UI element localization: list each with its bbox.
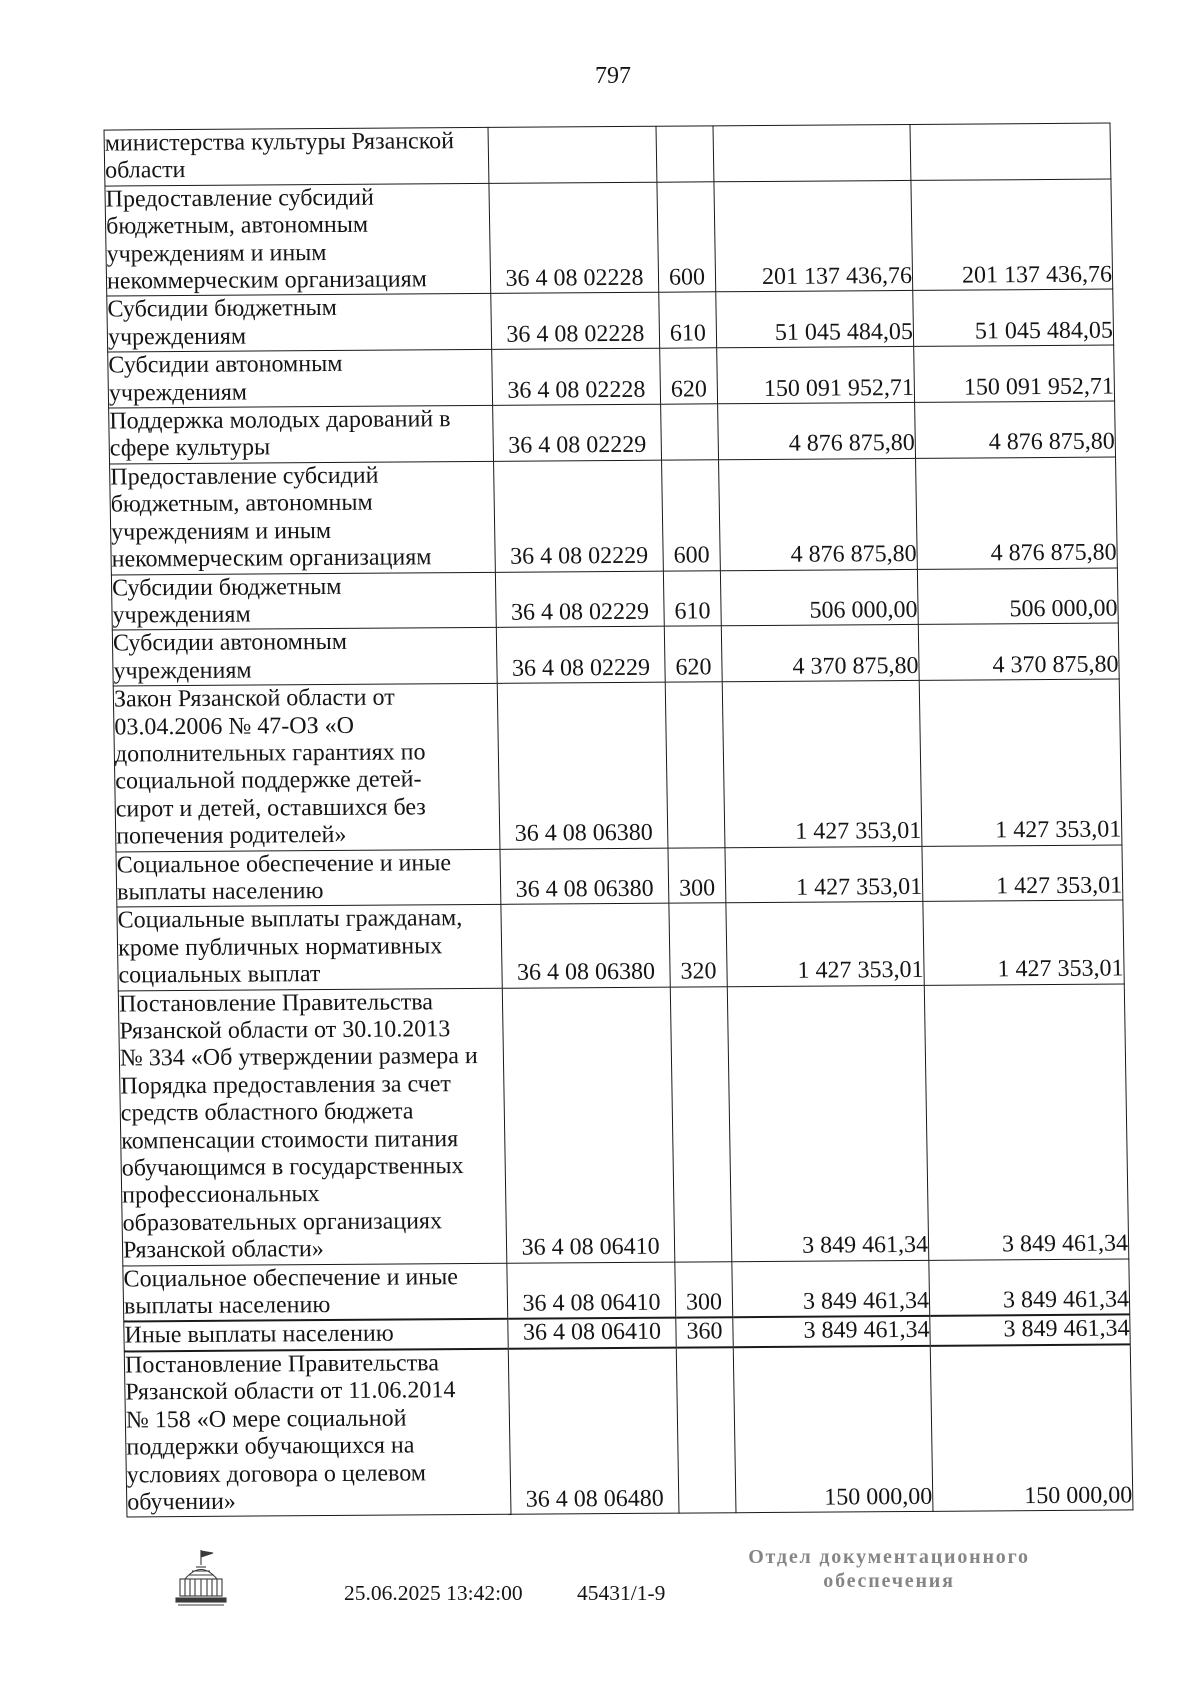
expense-name-line: сфере культуры	[109, 434, 271, 463]
expense-type-cell: 600	[662, 460, 721, 571]
target-article-cell: 36 4 08 02228	[491, 293, 660, 350]
expense-name-line: учреждениям	[113, 657, 252, 685]
expense-name-line: Предоставление субсидий	[105, 184, 375, 213]
amount-cell-second: 3 849 461,34	[930, 1315, 1130, 1346]
table-row	[117, 900, 1124, 990]
expense-name-line: Рязанской области от 11.06.2014	[125, 1377, 456, 1406]
expense-name-line: Социальное обеспечение и иные	[116, 849, 452, 879]
stamp-line-2: обеспечения	[823, 1570, 955, 1592]
target-article-cell: 36 4 08 06410	[507, 1262, 676, 1319]
table-row	[107, 289, 1114, 352]
page-number: 797	[595, 63, 631, 89]
amount-cell-second: 1 427 353,01	[922, 845, 1123, 902]
target-article-cell: 36 4 08 06410	[502, 987, 675, 1263]
budget-table	[104, 123, 1134, 1518]
expense-type-cell: 600	[657, 182, 716, 293]
expense-name-cell	[111, 572, 496, 630]
expense-name-line: 03.04.2006 № 47-ОЗ «О	[114, 712, 355, 741]
table-row	[109, 401, 1116, 464]
expense-type-cell	[665, 682, 725, 848]
expense-name-cell	[107, 294, 492, 352]
expense-type-cell	[656, 126, 714, 182]
expense-name-line: выплаты населению	[123, 1292, 331, 1320]
expense-name-line: сирот и детей, оставшихся без	[115, 794, 427, 823]
expense-name-line: попечения родителей»	[116, 822, 347, 850]
signature-datetime: 25.06.2025 13:42:00	[344, 1581, 523, 1605]
expense-name-cell	[105, 183, 491, 296]
amount-cell-second: 3 849 461,34	[924, 984, 1129, 1260]
expense-name-line: Рязанской области от 30.10.2013	[119, 1016, 451, 1045]
expense-name-line: Социальные выплаты гражданам,	[117, 905, 463, 934]
expense-name-cell	[109, 405, 494, 463]
expense-name-line: бюджетным, автономным	[105, 211, 369, 240]
amount-cell-first: 3 849 461,34	[727, 985, 929, 1261]
expense-name-line: Субсидии автономным	[108, 351, 343, 379]
expense-name-line: Поддержка молодых дарований в	[109, 406, 451, 435]
amount-cell-second	[910, 123, 1111, 180]
expense-name-line: поддержки обучающихся на	[126, 1432, 415, 1461]
expense-name-cell	[118, 988, 507, 1266]
table-row	[123, 1259, 1130, 1322]
expense-name-line: компенсации стоимости питания	[121, 1125, 459, 1155]
amount-cell-second: 201 137 436,76	[911, 179, 1113, 291]
target-article-cell: 36 4 08 06380	[500, 848, 669, 905]
amount-cell-first: 4 876 875,80	[718, 402, 916, 459]
expense-name-cell	[116, 849, 501, 907]
expense-name-line: Социальное обеспечение и иные	[123, 1263, 459, 1293]
table-row	[113, 679, 1122, 851]
target-article-cell: 36 4 08 06410	[508, 1318, 676, 1349]
expense-type-cell: 360	[676, 1318, 733, 1348]
target-article-cell: 36 4 08 06380	[501, 904, 670, 988]
expense-name-line: Субсидии бюджетным	[111, 573, 342, 602]
expense-name-cell	[110, 461, 496, 574]
expense-type-cell	[661, 404, 719, 460]
amount-cell-first: 150 091 952,71	[717, 347, 915, 404]
expense-name-line: бюджетным, автономным	[110, 489, 373, 518]
amount-cell-second: 1 427 353,01	[919, 679, 1122, 846]
department-stamp	[729, 1545, 1049, 1593]
expense-name-line: Субсидии бюджетным	[107, 295, 338, 323]
table-row	[110, 457, 1118, 575]
expense-name-line: условиях договора о целевом	[126, 1459, 427, 1488]
expense-name-line: Постановление Правительства	[118, 988, 434, 1018]
expense-name-line: № 334 «Об утверждении размера и	[119, 1043, 479, 1072]
target-article-cell: 36 4 08 06380	[497, 682, 668, 849]
expense-name-cell	[112, 628, 497, 686]
amount-cell-second: 150 091 952,71	[914, 345, 1115, 402]
table-row	[104, 123, 1111, 186]
expense-name-line: учреждениям и иным	[106, 239, 327, 268]
expense-name-line: Иные выплаты населению	[124, 1321, 394, 1349]
expense-type-cell: 610	[663, 570, 721, 626]
expense-type-cell	[670, 986, 732, 1261]
budget-table-body	[104, 123, 1133, 1517]
expense-type-cell: 300	[675, 1261, 733, 1318]
archive-logo-icon	[172, 1548, 230, 1608]
expense-name-line: социальных выплат	[118, 961, 321, 989]
expense-type-cell: 620	[664, 626, 722, 682]
amount-cell-second: 506 000,00	[917, 568, 1118, 625]
table-row	[105, 179, 1113, 297]
expense-name-line: обучающимся в государственных	[121, 1153, 464, 1182]
amount-cell-first: 4 370 875,80	[721, 625, 919, 682]
amount-cell-first: 1 427 353,01	[726, 902, 924, 987]
target-article-cell: 36 4 08 06480	[508, 1347, 679, 1514]
expense-name-line: № 158 «О мере социальной	[125, 1405, 407, 1434]
target-article-cell: 36 4 08 02229	[496, 626, 665, 683]
amount-cell-second: 150 000,00	[930, 1344, 1133, 1511]
table-row	[124, 1344, 1133, 1517]
expense-name-line: Закон Рязанской области от	[113, 684, 395, 713]
amount-cell-first: 3 849 461,34	[733, 1316, 930, 1347]
amount-cell-first: 506 000,00	[720, 569, 918, 626]
amount-cell-second: 3 849 461,34	[929, 1259, 1130, 1317]
expense-name-line: Порядка предоставления за счет	[120, 1070, 452, 1100]
amount-cell-second: 4 876 875,80	[916, 457, 1118, 569]
expense-name-cell	[124, 1349, 511, 1518]
amount-cell-first: 201 137 436,76	[714, 180, 913, 292]
expense-name-line: обучении»	[127, 1488, 237, 1516]
expense-name-line: Предоставление субсидий	[110, 462, 379, 491]
expense-name-line: Постановление Правительства	[124, 1350, 440, 1379]
stamp-line-1: Отдел документационного	[748, 1546, 1030, 1568]
expense-name-line: некоммерческим организациям	[111, 544, 432, 573]
amount-cell-second: 51 045 484,05	[913, 289, 1114, 346]
expense-name-cell	[108, 350, 493, 408]
target-article-cell: 36 4 08 02229	[494, 460, 664, 572]
table-row	[118, 984, 1129, 1266]
expense-type-cell: 300	[668, 847, 726, 903]
amount-cell-first: 3 849 461,34	[732, 1260, 930, 1318]
expense-name-line: социальной поддержке детей-	[115, 766, 422, 795]
target-article-cell	[488, 126, 657, 183]
expense-name-line: учреждениям	[107, 323, 247, 351]
target-article-cell: 36 4 08 02228	[492, 348, 661, 405]
expense-name-line: учреждениям и иным	[110, 517, 332, 546]
expense-name-cell	[124, 1319, 508, 1351]
target-article-cell: 36 4 08 02229	[493, 404, 662, 461]
amount-cell-second: 4 876 875,80	[915, 401, 1116, 458]
expense-name-cell	[113, 683, 500, 851]
expense-name-line: дополнительных гарантиях по	[114, 739, 426, 768]
table-row	[111, 568, 1118, 631]
expense-name-cell	[117, 905, 502, 991]
table-row	[116, 845, 1123, 908]
amount-cell-first: 4 876 875,80	[719, 458, 918, 570]
amount-cell-first: 150 000,00	[733, 1346, 933, 1513]
expense-name-line: учреждениям	[112, 601, 251, 629]
expense-name-line: образовательных организациях	[122, 1208, 443, 1237]
expense-name-line: некоммерческим организациям	[106, 266, 428, 295]
expense-type-cell: 620	[660, 348, 718, 404]
expense-name-line: области	[104, 157, 186, 184]
amount-cell-first: 1 427 353,01	[722, 681, 922, 848]
expense-name-line: кроме публичных нормативных	[117, 933, 443, 962]
expense-type-cell: 610	[659, 292, 717, 348]
amount-cell-first	[713, 124, 911, 181]
expense-name-line: средств областного бюджета	[120, 1098, 414, 1127]
expense-type-cell: 320	[669, 903, 727, 987]
table-row	[108, 345, 1115, 408]
amount-cell-second: 4 370 875,80	[918, 623, 1119, 680]
expense-name-line: выплаты населению	[116, 878, 324, 906]
budget-table-container	[104, 123, 1133, 1518]
amount-cell-first: 1 427 353,01	[725, 846, 923, 903]
expense-name-line: министерства культуры Рязанской	[104, 128, 455, 157]
table-row	[112, 623, 1119, 686]
target-article-cell: 36 4 08 02228	[489, 182, 659, 294]
expense-name-line: Рязанской области»	[122, 1236, 324, 1264]
expense-name-line: профессиональных	[121, 1181, 320, 1209]
expense-name-cell	[104, 127, 489, 185]
amount-cell-first: 51 045 484,05	[716, 291, 914, 348]
document-number: 45431/1-9	[577, 1581, 666, 1605]
amount-cell-second: 1 427 353,01	[923, 900, 1124, 985]
expense-name-cell	[123, 1263, 508, 1322]
target-article-cell: 36 4 08 02229	[495, 571, 664, 628]
expense-type-cell	[676, 1347, 736, 1513]
expense-name-line: Субсидии автономным	[112, 629, 348, 657]
expense-name-line: учреждениям	[108, 379, 248, 407]
